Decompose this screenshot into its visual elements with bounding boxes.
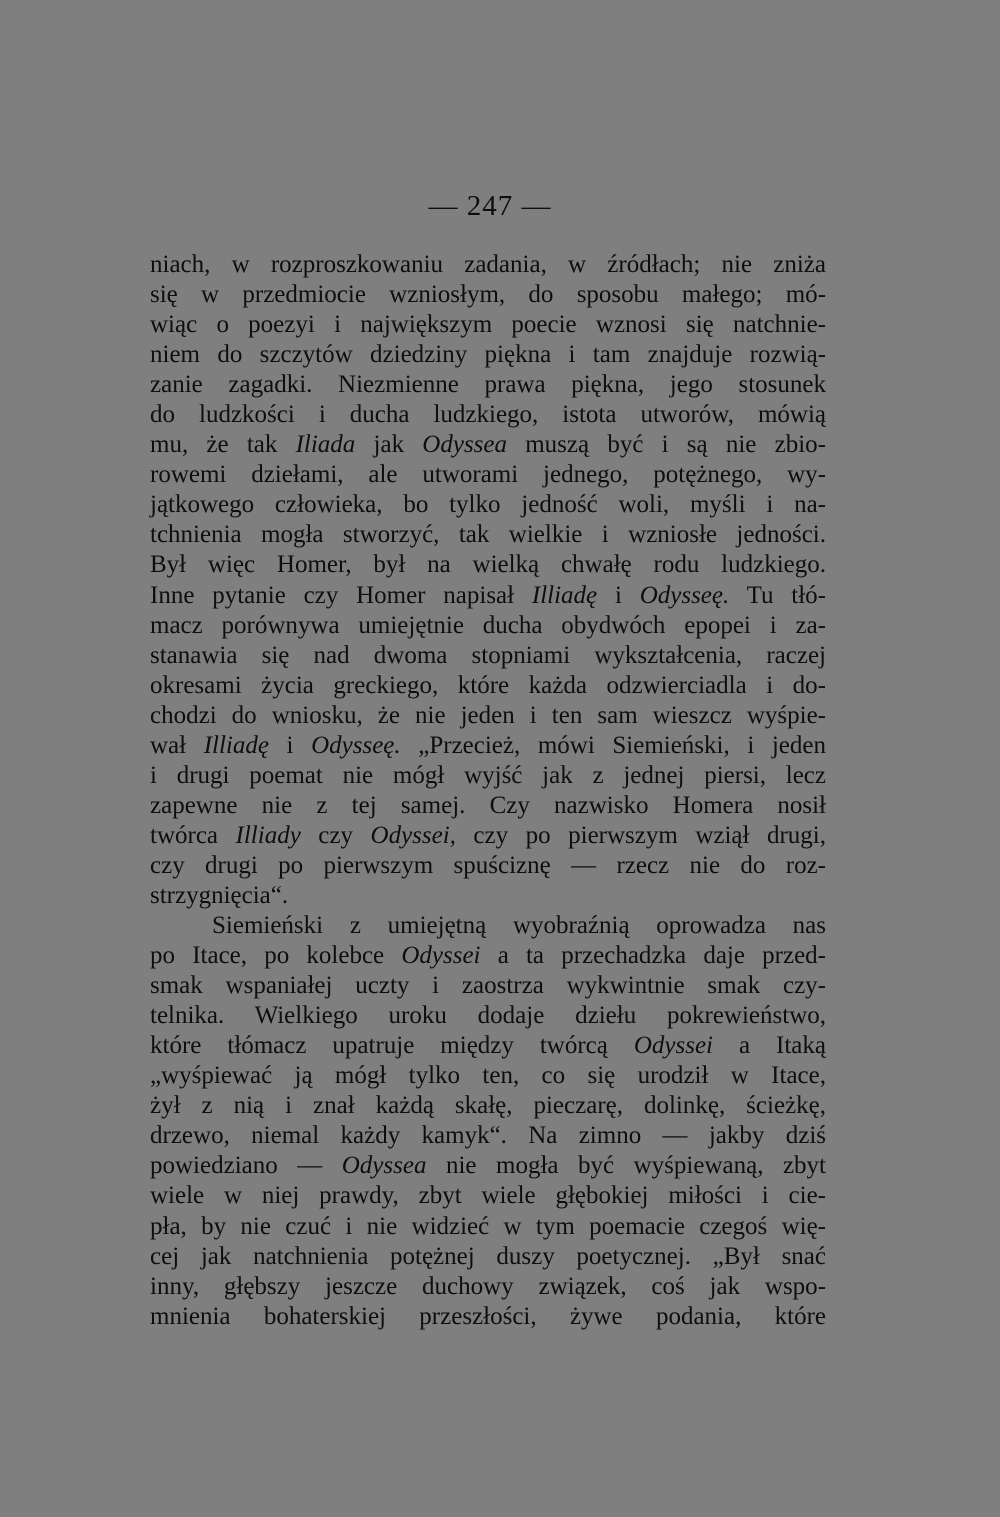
text-line [150, 1091, 826, 1121]
text-line [150, 671, 826, 701]
text-segment: jak [355, 431, 423, 459]
italic-title: Odyssei [633, 1032, 713, 1060]
text-line [150, 250, 826, 280]
text-line [150, 550, 826, 580]
text-line [150, 520, 826, 550]
text-segment: mnienia bohaterskiej przeszłości, żywe podania, które [150, 1302, 826, 1330]
text-segment: i [268, 731, 312, 759]
text-line [150, 881, 826, 911]
text-segment: czy [300, 821, 371, 849]
text-line [150, 280, 826, 310]
text-segment: okresami życia greckiego, które każda odzwierciadla i do- [150, 671, 826, 699]
text-segment: Inne pytanie czy Homer napisał [150, 581, 532, 609]
text-line [150, 1061, 826, 1091]
text-segment: „wyśpiewać ją mógł tylko ten, co się urodził w Itace, [150, 1062, 826, 1090]
text-segment: wał [150, 731, 204, 759]
text-segment: zapewne nie z tej samej. Czy nazwisko Homera nosił [150, 791, 826, 819]
text-segment: i drugi poemat nie mógł wyjść jak z jednej piersi, lecz [150, 761, 826, 789]
text-segment: telnika. Wielkiego uroku dodaje dziełu pokrewieństwo, [150, 1002, 826, 1030]
text-segment: a ta przechadzka daje przed- [480, 942, 827, 970]
text-line [150, 310, 826, 340]
text-line [150, 941, 826, 971]
text-line [150, 460, 826, 490]
italic-title: Illiadę [203, 731, 269, 759]
text-line [150, 1242, 826, 1272]
body-text [150, 250, 826, 1332]
text-segment: powiedziano — [150, 1152, 342, 1180]
text-segment: Tu tłó- [729, 581, 826, 609]
text-line [150, 1181, 826, 1211]
text-segment: niach, w rozproszkowaniu zadania, w źródłach; nie zniża [150, 251, 826, 278]
italic-title: Odyssea [422, 431, 508, 459]
text-line [150, 821, 826, 851]
text-segment: się w przedmiocie wzniosłym, do sposobu małego; mó- [150, 281, 826, 309]
text-segment: smak wspaniałej uczty i zaostrza wykwintnie smak czy- [150, 972, 826, 1000]
italic-title: Odyssei [401, 942, 481, 970]
text-segment: drzewo, niemal każdy kamyk“. Na zimno — jakby dziś [150, 1122, 826, 1150]
text-segment: macz porównywa umiejętnie ducha obydwóch epopei i za- [150, 611, 826, 639]
text-segment: Siemieński z umiejętną wyobraźnią oprowadza nas [212, 912, 826, 940]
page-number: — 247 — [428, 190, 552, 222]
text-line [150, 1302, 826, 1332]
text-line [150, 370, 826, 400]
text-line [150, 490, 826, 520]
text-line [150, 731, 826, 761]
italic-title: Illiady [235, 821, 301, 849]
text-segment: i [597, 581, 640, 609]
text-segment: wiąc o poezyi i największym poecie wznosi się natchnie- [150, 311, 826, 339]
italic-title: Illiadę [531, 581, 598, 609]
text-segment: czy drugi po pierwszym spuściznę — rzecz nie do roz- [150, 851, 826, 879]
italic-title: Odyssea [341, 1152, 427, 1180]
text-segment: strzygnięcia“. [150, 881, 289, 909]
text-line [150, 791, 826, 821]
text-segment: pła, by nie czuć i nie widzieć w tym poemacie czegoś wię- [150, 1212, 826, 1240]
text-segment: stanawia się nad dwoma stopniami wykształcenia, raczej [150, 641, 826, 669]
text-line [150, 971, 826, 1001]
text-segment: po Itace, po kolebce [150, 942, 402, 970]
italic-title: Odysseę. [311, 731, 401, 759]
text-segment: twórca [150, 821, 236, 849]
text-line [150, 641, 826, 671]
text-line [150, 701, 826, 731]
text-line [150, 430, 826, 460]
text-segment: inny, głębszy jeszcze duchowy związek, coś jak wspo- [150, 1272, 826, 1300]
text-line [150, 1151, 826, 1181]
text-segment: a Itaką [713, 1032, 826, 1060]
text-line [150, 911, 826, 941]
text-segment: do ludzkości i ducha ludzkiego, istota utworów, mówią [150, 401, 826, 429]
text-line [150, 340, 826, 370]
text-line [150, 400, 826, 430]
text-line [150, 1212, 826, 1242]
text-line [150, 1121, 826, 1151]
text-line [150, 1031, 826, 1061]
italic-title: Iliada [295, 431, 356, 459]
text-segment: żył z nią i znał każdą skałę, pieczarę, dolinkę, ścieżkę, [150, 1092, 826, 1120]
text-segment: zanie zagadki. Niezmienne prawa piękna, jego stosunek [150, 371, 826, 399]
text-segment: wiele w niej prawdy, zbyt wiele głębokiej miłości i cie- [150, 1182, 826, 1210]
text-line [150, 1001, 826, 1031]
text-segment: rowemi dziełami, ale utworami jednego, potężnego, wy- [150, 461, 826, 489]
italic-title: Odysseę. [639, 581, 730, 609]
text-segment: mu, że tak [150, 431, 296, 459]
text-segment: muszą być i są nie zbio- [507, 431, 826, 459]
text-segment: tchnienia mogła stworzyć, tak wielkie i wzniosłe jedności. [150, 521, 826, 549]
text-segment: jątkowego człowieka, bo tylko jedność woli, myśli i na- [150, 491, 826, 519]
text-line [150, 851, 826, 881]
text-segment: które tłómacz upatruje między twórcą [150, 1032, 634, 1060]
italic-title: Odyssei, [370, 821, 456, 849]
text-segment: niem do szczytów dziedziny piękna i tam znajduje rozwią- [150, 341, 826, 369]
text-line [150, 1272, 826, 1302]
text-line [150, 581, 826, 611]
text-segment: „Przecież, mówi Siemieński, i jeden [400, 731, 826, 759]
text-segment: chodzi do wniosku, że nie jeden i ten sam wieszcz wyśpie- [150, 701, 826, 729]
text-segment: Był więc Homer, był na wielką chwałę rodu ludzkiego. [150, 551, 826, 579]
text-segment: cej jak natchnienia potężnej duszy poetycznej. „Był snać [150, 1242, 826, 1270]
text-segment: nie mogła być wyśpiewaną, zbyt [426, 1152, 826, 1180]
text-line [150, 611, 826, 641]
text-segment: czy po pierwszym wziął drugi, [455, 821, 826, 849]
text-line [150, 761, 826, 791]
